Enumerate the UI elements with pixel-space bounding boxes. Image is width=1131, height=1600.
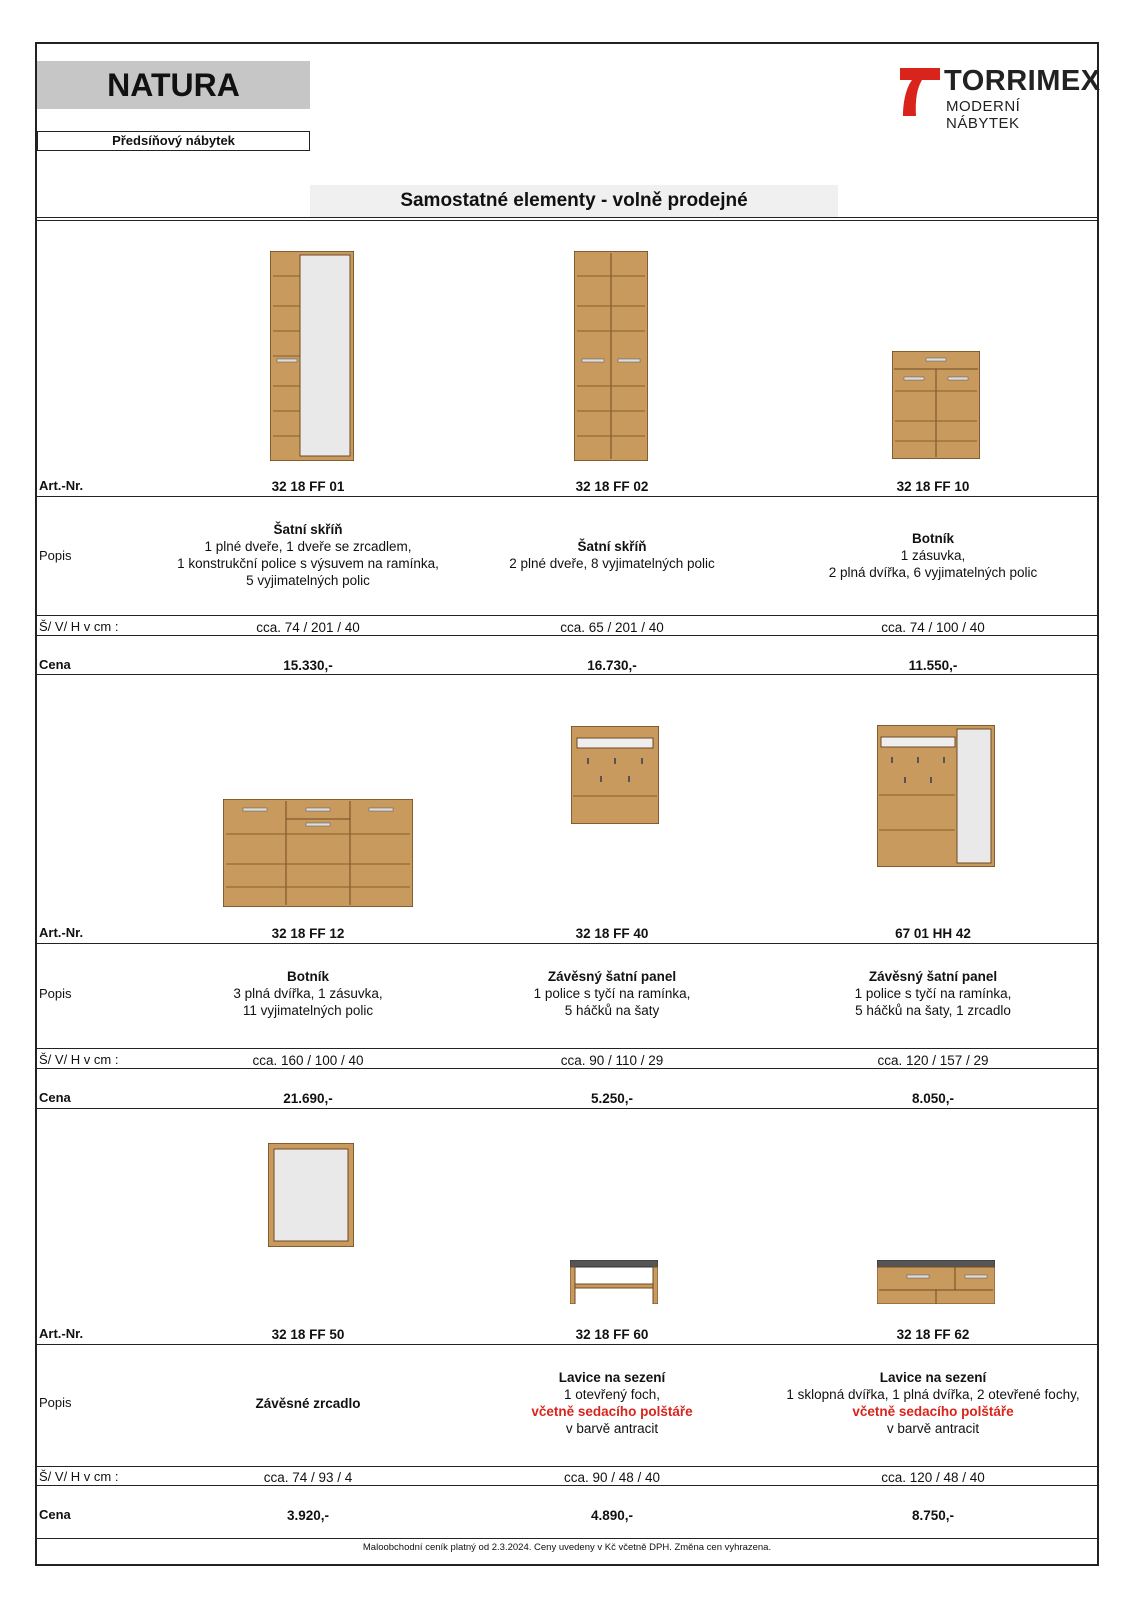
- product-description: [143, 968, 473, 1019]
- divider: [37, 496, 1097, 497]
- price-value: 4.890,-: [590, 1508, 634, 1523]
- price-value: 8.050,-: [911, 1091, 955, 1106]
- product-description: [143, 1395, 473, 1412]
- divider: [37, 1538, 1097, 1539]
- divider: [37, 674, 1097, 675]
- product-title: Závěsný šatní panel: [868, 969, 998, 984]
- price-value: 15.330,-: [283, 658, 333, 673]
- price-label: Cena: [39, 657, 71, 672]
- art-nr-value: 32 18 FF 12: [271, 926, 345, 941]
- art-nr-label: Art.-Nr.: [39, 1326, 84, 1341]
- torrimex-logo-icon: [900, 68, 940, 116]
- art-nr-value: 32 18 FF 40: [575, 926, 649, 941]
- bench-drawers-image: [877, 1260, 995, 1304]
- product-title: Šatní skříň: [273, 522, 343, 537]
- dims-label: Š/ V/ H v cm :: [39, 1052, 119, 1067]
- shoe-cabinet-image: [892, 351, 980, 459]
- section-title: Samostatné elementy - volně prodejné: [310, 185, 838, 217]
- art-nr-label: Art.-Nr.: [39, 925, 84, 940]
- price-value: 16.730,-: [587, 658, 637, 673]
- product-description: [447, 538, 777, 572]
- description-line: 1 plné dveře, 1 dveře se zrcadlem,: [204, 539, 412, 554]
- description-line: 1 otevřený foch,: [563, 1387, 661, 1402]
- product-title: Závěsný šatní panel: [547, 969, 677, 984]
- price-label: Cena: [39, 1090, 71, 1105]
- art-nr-label: Art.-Nr.: [39, 478, 84, 493]
- art-nr-value: 32 18 FF 60: [575, 1327, 649, 1342]
- dims-value: cca. 90 / 48 / 40: [563, 1470, 661, 1485]
- divider: [37, 943, 1097, 944]
- popis-label: Popis: [39, 986, 72, 1001]
- product-description: [768, 530, 1098, 581]
- popis-label: Popis: [39, 548, 72, 563]
- product-title: Lavice na sezení: [558, 1370, 666, 1385]
- price-value: 8.750,-: [911, 1508, 955, 1523]
- product-title: Lavice na sezení: [879, 1370, 987, 1385]
- wide-shoe-cabinet-image: [223, 799, 413, 907]
- footer-note: Maloobchodní ceník platný od 2.3.2024. Ceny uvedeny v Kč včetně DPH. Změna cen vyhrazena.: [362, 1542, 772, 1553]
- product-title: Šatní skříň: [577, 539, 647, 554]
- divider: [37, 217, 1097, 218]
- dims-value: cca. 65 / 201 / 40: [560, 620, 664, 635]
- color-note: v barvě antracit: [565, 1421, 659, 1436]
- color-note: v barvě antracit: [886, 1421, 980, 1436]
- price-value: 21.690,-: [283, 1091, 333, 1106]
- dims-value: cca. 74 / 100 / 40: [881, 620, 985, 635]
- hanging-panel-image: [571, 726, 659, 824]
- art-nr-value: 32 18 FF 62: [896, 1327, 970, 1342]
- series-title: NATURA: [37, 61, 310, 109]
- description-line: 1 sklopná dvířka, 1 plná dvířka, 2 otevřené fochy,: [786, 1387, 1080, 1402]
- dims-value: cca. 120 / 48 / 40: [881, 1470, 985, 1485]
- divider: [37, 1048, 1097, 1049]
- product-title: Závěsné zrcadlo: [255, 1396, 361, 1411]
- divider: [37, 1466, 1097, 1467]
- divider: [37, 1108, 1097, 1109]
- art-nr-value: 67 01 HH 42: [895, 926, 971, 941]
- divider: [37, 615, 1097, 616]
- divider: [37, 1485, 1097, 1486]
- art-nr-value: 32 18 FF 10: [896, 479, 970, 494]
- description-line: 1 police s tyčí na ramínka,: [533, 986, 691, 1001]
- art-nr-value: 32 18 FF 50: [271, 1327, 345, 1342]
- dims-label: Š/ V/ H v cm :: [39, 1469, 119, 1484]
- dims-value: cca. 120 / 157 / 29: [877, 1053, 989, 1068]
- popis-label: Popis: [39, 1395, 72, 1410]
- description-line: 5 háčků na šaty, 1 zrcadlo: [855, 1003, 1011, 1018]
- wardrobe-doors-image: [574, 251, 648, 461]
- cushion-note: včetně sedacího polštáře: [852, 1404, 1014, 1419]
- art-nr-value: 32 18 FF 02: [575, 479, 649, 494]
- product-title: Botník: [287, 969, 329, 984]
- product-description: [768, 968, 1098, 1019]
- product-description: [143, 521, 473, 589]
- cushion-note: včetně sedacího polštáře: [531, 1404, 693, 1419]
- description-line: 2 plné dveře, 8 vyjimatelných polic: [509, 556, 715, 571]
- divider: [37, 635, 1097, 636]
- description-line: 3 plná dvířka, 1 zásuvka,: [233, 986, 383, 1001]
- dims-label: Š/ V/ H v cm :: [39, 619, 119, 634]
- hanging-panel-mirror-image: [877, 725, 995, 867]
- description-line: 2 plná dvířka, 6 vyjimatelných polic: [828, 565, 1038, 580]
- art-nr-value: 32 18 FF 01: [271, 479, 345, 494]
- description-line: 1 konstrukční police s výsuvem na ramínka,: [177, 556, 439, 571]
- product-title: Botník: [912, 531, 954, 546]
- price-value: 5.250,-: [590, 1091, 634, 1106]
- dims-value: cca. 74 / 93 / 4: [263, 1470, 353, 1485]
- logo-tagline: MODERNÍ NÁBYTEK: [946, 98, 1021, 132]
- product-description: [768, 1369, 1098, 1437]
- dims-value: cca. 160 / 100 / 40: [252, 1053, 364, 1068]
- category-label: Předsíňový nábytek: [37, 131, 310, 151]
- dims-value: cca. 74 / 201 / 40: [256, 620, 360, 635]
- divider: [37, 1344, 1097, 1345]
- wardrobe-mirror-image: [270, 251, 354, 461]
- price-label: Cena: [39, 1507, 71, 1522]
- divider: [37, 220, 1097, 221]
- dims-value: cca. 90 / 110 / 29: [560, 1053, 664, 1068]
- description-line: 1 zásuvka,: [900, 548, 966, 563]
- description-line: 5 vyjimatelných polic: [246, 573, 370, 588]
- description-line: 5 háčků na šaty: [564, 1003, 660, 1018]
- description-line: 11 vyjimatelných polic: [242, 1003, 374, 1018]
- price-value: 11.550,-: [908, 658, 958, 673]
- price-value: 3.920,-: [286, 1508, 330, 1523]
- description-line: 1 police s tyčí na ramínka,: [854, 986, 1012, 1001]
- product-description: [447, 968, 777, 1019]
- wall-mirror-image: [268, 1143, 354, 1247]
- divider: [37, 1068, 1097, 1069]
- logo-brand: TORRIMEX: [944, 65, 1101, 97]
- torrimex-logo: [900, 65, 1101, 132]
- bench-image: [570, 1260, 658, 1304]
- product-description: [447, 1369, 777, 1437]
